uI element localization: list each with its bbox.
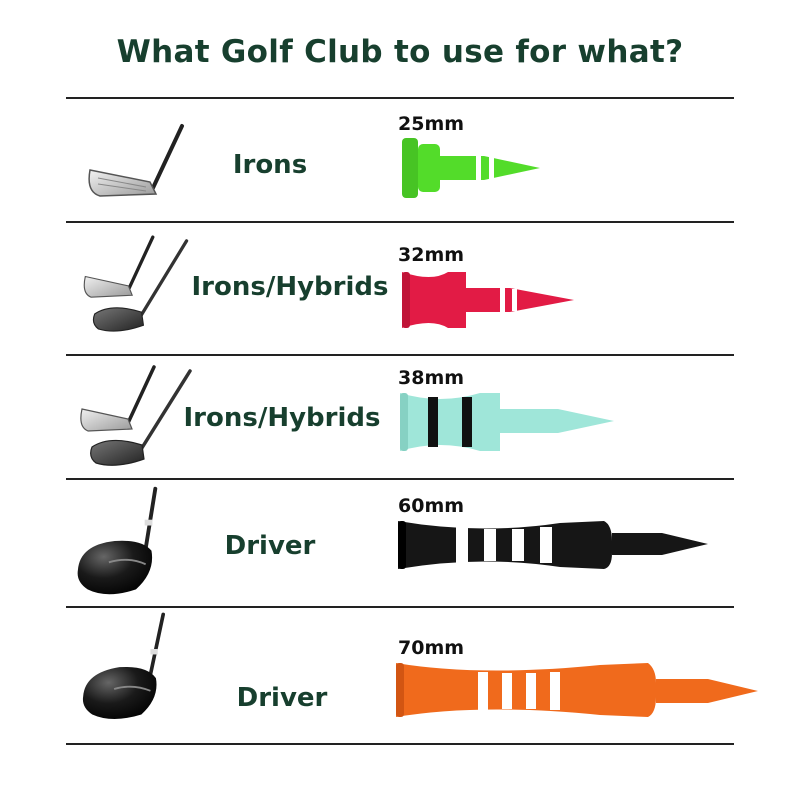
club-label: Driver xyxy=(224,531,316,561)
divider xyxy=(66,478,734,480)
divider xyxy=(66,354,734,356)
club-label: Driver xyxy=(236,683,328,713)
club-label: Irons/Hybrids xyxy=(191,272,389,302)
divider xyxy=(66,97,734,99)
club-label: Irons/Hybrids xyxy=(183,403,381,433)
tee-row-irons-25mm xyxy=(0,100,800,220)
tee-row-driver-60mm xyxy=(0,481,800,605)
divider xyxy=(66,743,734,745)
tee-icon xyxy=(0,224,800,352)
divider xyxy=(66,606,734,608)
tee-icon xyxy=(0,100,800,220)
tee-icon xyxy=(0,481,800,605)
club-label: Irons xyxy=(232,150,308,180)
tee-size-label: 38mm xyxy=(398,367,465,389)
tee-row-irons-hybrids-38mm xyxy=(0,357,800,477)
page-title: What Golf Club to use for what? xyxy=(116,34,684,70)
tee-row-driver-70mm xyxy=(0,609,800,741)
tee-row-irons-hybrids-32mm xyxy=(0,224,800,352)
tee-size-label: 60mm xyxy=(398,495,465,517)
tee-size-label: 25mm xyxy=(398,113,465,135)
tee-size-label: 70mm xyxy=(398,637,465,659)
tee-size-label: 32mm xyxy=(398,244,465,266)
divider xyxy=(66,221,734,223)
tee-icon xyxy=(0,609,800,741)
tee-icon xyxy=(0,357,800,477)
